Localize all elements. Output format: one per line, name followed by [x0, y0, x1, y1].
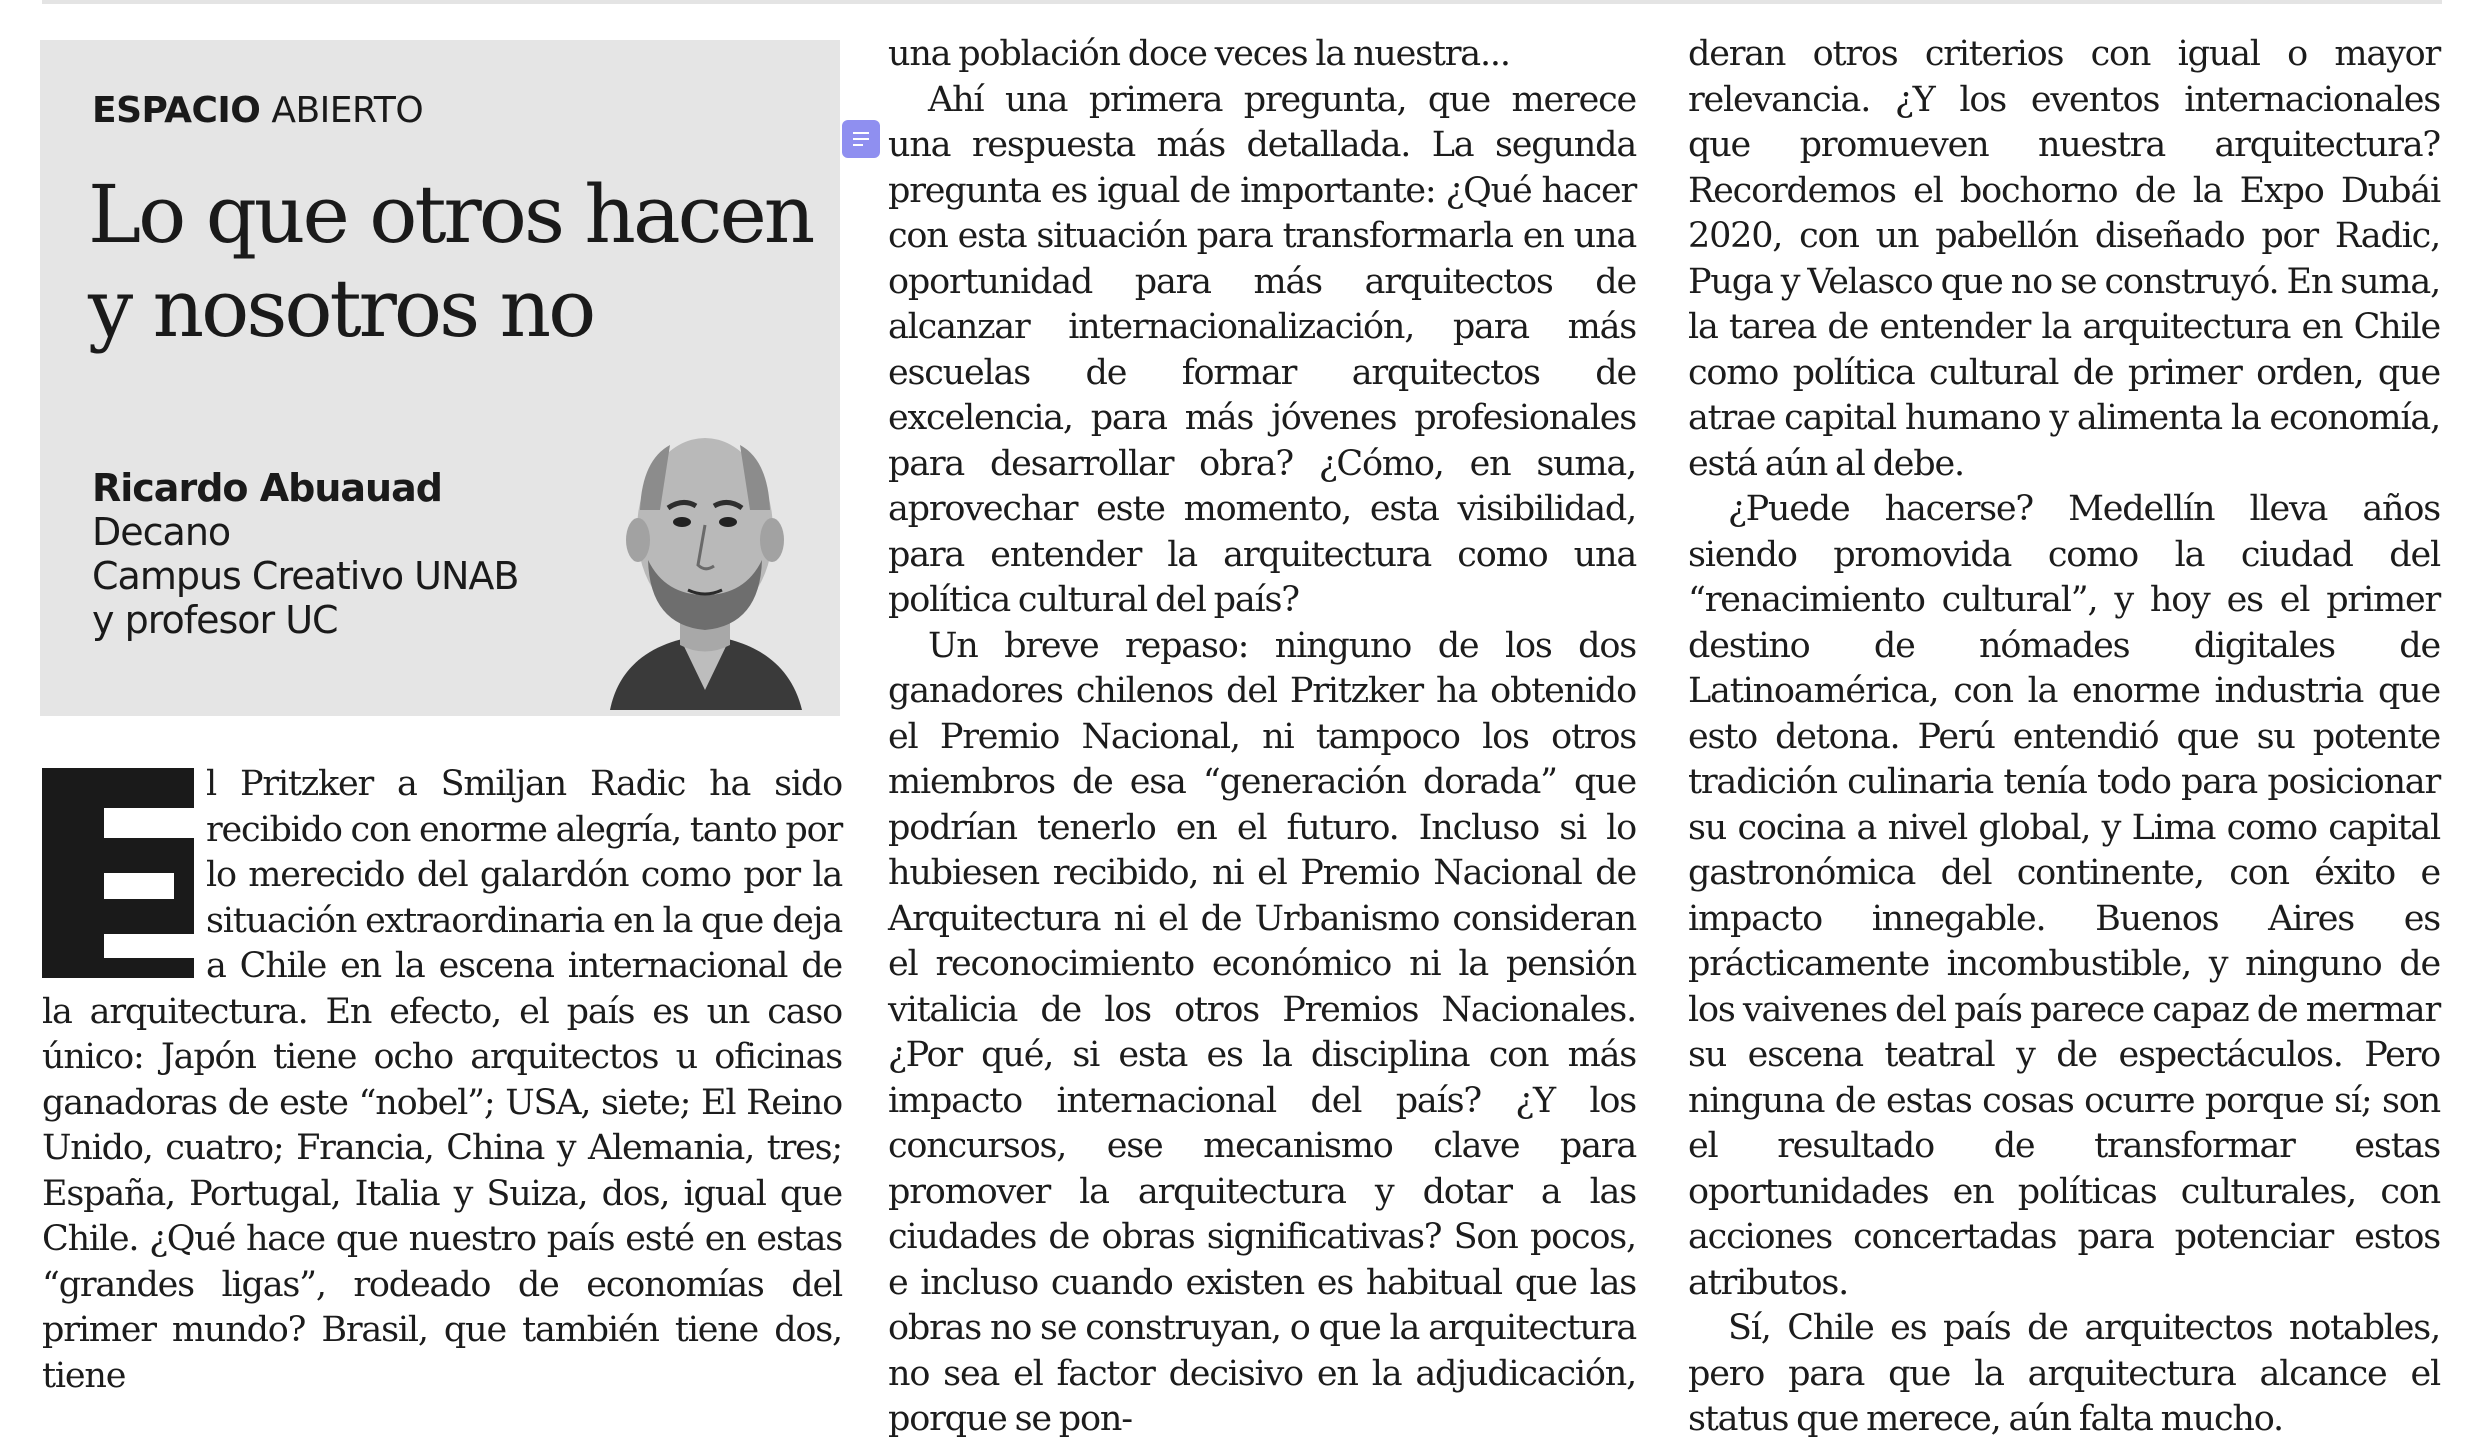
- paragraph-3: Ahí una primera pregunta, que merece una respuesta más detallada. La segunda pregunta es igual de importante: ¿Qué hacer con esta situación para transformarla en una oportunidad para más arquitectos de alcanzar internacionalización, para más escuelas de formar arquitectos de excelencia, para más jóvenes profesionales para desarrollar obra? ¿Cómo, en suma, aprovechar este momento, esta visibilidad, para entender la arquitectura como una política cultural del país?: [888, 79, 1636, 620]
- paragraph-2-continued: una población doce veces la nuestra...: [888, 34, 1510, 74]
- section-label-light: ABIERTO: [271, 90, 424, 131]
- paragraph-4-continued: deran otros criterios con igual o mayor relevancia. ¿Y los eventos internacionales que promueven nuestra arquitectura? Recordemos el bochorno de la Expo Dubái 2020, con un pabellón diseñado por Radic, Puga y Velasco que no se construyó. En suma, la tarea de entender la arquitectura en Chile como política cultural de primer orden, que atrae capital humano y alimenta la economía, está aún al debe.: [1688, 34, 2440, 484]
- paragraph-4: Un breve repaso: ninguno de los dos ganadores chilenos del Pritzker ha obtenido el Premio Nacional, ni tampoco los otros miembros de esa “generación dorada” que podrían tenerlo en el futuro. Incluso si lo hubiesen recibido, ni el Premio Nacional de Arquitectura ni el de Urbanismo consideran el reconocimiento económico ni la pensión vitalicia de los otros Premios Nacionales. ¿Por qué, si esta es la disciplina con más impacto internacional del país? ¿Y los concursos, ese mecanismo clave para promover la arquitectura y dotar a las ciudades de obras significativas? Son pocos, e incluso cuando existen es habitual que las obras no se construyan, o que la arquitectura no sea el factor decisivo en la adjudicación, porque se pon-: [888, 625, 1636, 1439]
- section-label: [92, 90, 423, 131]
- paragraph-1: l Pritzker a Smiljan Radic ha sido recibido con enorme alegría, tanto por lo merecido del galardón como por la situación extraordinaria en la que deja a Chile en la escena internacional de la arquitectura. En efecto, el país es un caso único: Japón tiene ocho arquitectos u oficinas ganadoras de este “nobel”; USA, siete; El Reino Unido, cuatro; Francia, China y Alemania, tres; España, Portugal, Italia y Suiza, dos, igual que Chile. ¿Qué hace que nuestro país esté en estas “grandes ligas”, rodeado de economías del primer mundo? Brasil, que también tiene dos, tiene: [42, 764, 842, 1396]
- author-role: Decano: [92, 510, 231, 554]
- author-block: [92, 466, 572, 642]
- section-label-bold: ESPACIO: [92, 90, 261, 131]
- paragraph-5: ¿Puede hacerse? Medellín lleva años siendo promovida como la ciudad del “renacimiento cultural”, y hoy es el primer destino de nómades digitales de Latinoamérica, con la enorme industria que esto detona. Perú entendió que su potente tradición culinaria tenía todo para posicionar su cocina a nivel global, y Lima como capital gastronómica del continente, con éxito e impacto innegable. Buenos Aires es prácticamente incombustible, y ninguno de los vaivenes del país parece capaz de mermar su escena teatral y de espectáculos. Pero ninguna de estas cosas ocurre porque sí; son el resultado de transformar estas oportunidades en políticas culturales, con acciones concertadas para potenciar estos atributos.: [1688, 489, 2440, 1303]
- drop-cap: [42, 768, 194, 978]
- author-name: Ricardo Abuauad: [92, 466, 442, 510]
- paragraph-6: Sí, Chile es país de arquitectos notables, pero para que la arquitectura alcance el status que merece, aún falta mucho.: [1688, 1308, 2440, 1439]
- author-affiliation: Campus Creativo UNAB: [92, 554, 519, 598]
- article-column-2: [888, 32, 1636, 1443]
- author-portrait: [580, 390, 830, 710]
- top-rule: [42, 0, 2442, 4]
- headline: Lo que otros hacen y nosotros no: [88, 168, 813, 355]
- article-column-1: [42, 762, 842, 1399]
- comment-marker-icon[interactable]: [842, 120, 880, 158]
- opinion-header-box: [40, 40, 840, 716]
- article-column-3: [1688, 32, 2440, 1443]
- author-affiliation-2: y profesor UC: [92, 598, 338, 642]
